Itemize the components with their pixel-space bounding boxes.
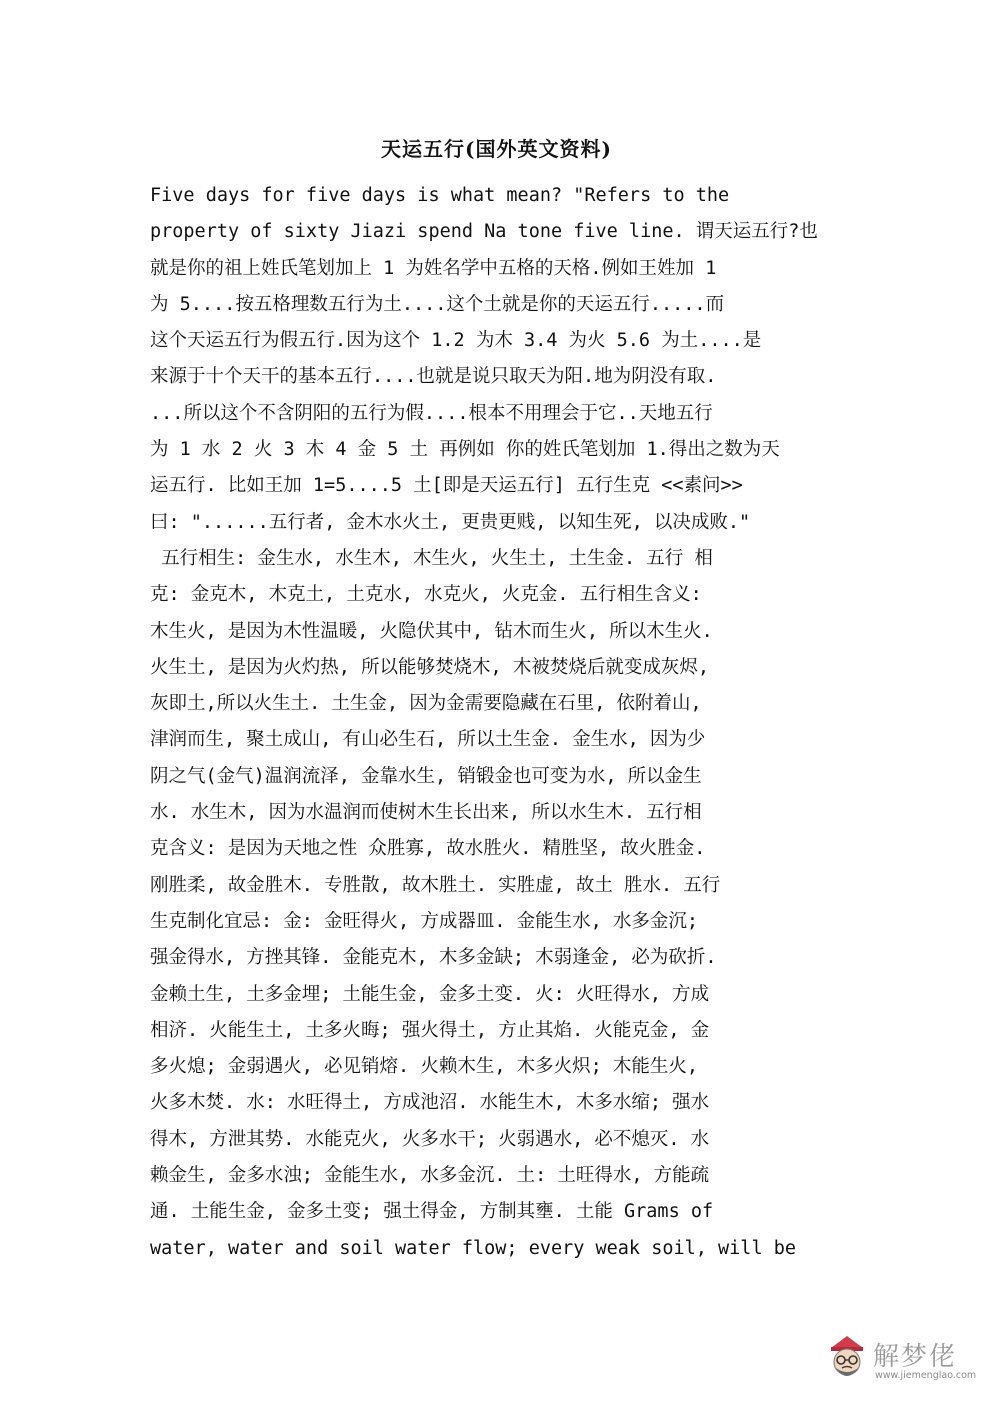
text-line: 津润而生, 聚土成山, 有山必生石, 所以土生金. 金生水, 因为少 bbox=[150, 729, 706, 751]
watermark-brand: 解梦佬 bbox=[873, 1342, 958, 1372]
text-line: 得木, 方泄其势. 水能克火, 火多水干; 火弱遇水, 必不熄灭. 水 bbox=[150, 1128, 710, 1150]
text-line: ...所以这个不含阴阳的五行为假....根本不用理会于它..天地五行 bbox=[150, 402, 713, 424]
text-line: 曰: "......五行者, 金木水火土, 更贵更贱, 以知生死, 以决成败." bbox=[150, 511, 751, 533]
text-line: 为 5....按五格理数五行为土....这个土就是你的天运五行.....而 bbox=[150, 293, 725, 315]
watermark bbox=[821, 1328, 977, 1392]
text-line: Five days for five days is what mean? "Refers to the bbox=[150, 185, 730, 206]
text-line: 火生土, 是因为火灼热, 所以能够焚烧木, 木被焚烧后就变成灰烬, bbox=[150, 656, 709, 678]
text-line: 生克制化宜忌: 金: 金旺得火, 方成器皿. 金能生水, 水多金沉; bbox=[150, 910, 699, 932]
text-line: 运五行. 比如王加 1=5....5 土[即是天运五行] 五行生克 <<素问>> bbox=[150, 475, 743, 497]
text-line: property of sixty Jiazi spend Na tone five line. 谓天运五行?也 bbox=[150, 221, 818, 243]
text-line: 五行相生: 金生水, 水生木, 木生火, 火生土, 土生金. 五行 相 bbox=[150, 547, 713, 569]
watermark-mascot-icon bbox=[821, 1330, 873, 1390]
text-line: 阴之气(金气)温润流泽, 金靠水生, 销锻金也可变为水, 所以金生 bbox=[150, 765, 702, 787]
document-body bbox=[150, 178, 880, 1267]
text-line: 通. 土能生金, 金多土变; 强土得金, 方制其壅. 土能 Grams of bbox=[150, 1201, 714, 1223]
document-title: 天运五行(国外英文资料) bbox=[381, 137, 612, 161]
text-line: 灰即土,所以火生土. 土生金, 因为金需要隐藏在石里, 依附着山, bbox=[150, 693, 702, 715]
text-line: water, water and soil water flow; every weak soil, will be bbox=[150, 1237, 797, 1259]
text-line: 刚胜柔, 故金胜木. 专胜散, 故木胜土. 实胜虚, 故土 胜水. 五行 bbox=[150, 874, 721, 896]
watermark-url: www.jiemenglao.com bbox=[875, 1370, 977, 1381]
text-line: 这个天运五行为假五行.因为这个 1.2 为木 3.4 为火 5.6 为土....是 bbox=[150, 330, 762, 352]
text-line: 相济. 火能生土, 土多火晦; 强火得土, 方止其焰. 火能克金, 金 bbox=[150, 1019, 710, 1041]
text-line: 为 1 水 2 火 3 木 4 金 5 土 再例如 你的姓氏笔划加 1.得出之数为天 bbox=[150, 439, 780, 461]
text-line: 来源于十个天干的基本五行....也就是说只取天为阳.地为阴没有取. bbox=[150, 366, 717, 388]
text-line: 就是你的祖上姓氏笔划加上 1 为姓名学中五格的天格.例如王姓加 1 bbox=[150, 257, 717, 279]
text-line: 金赖土生, 土多金埋; 土能生金, 金多土变. 火: 火旺得水, 方成 bbox=[150, 983, 710, 1005]
text-line: 火多木焚. 水: 水旺得土, 方成池沼. 水能生木, 木多水缩; 强水 bbox=[150, 1092, 710, 1114]
text-line: 克含义: 是因为天地之性 众胜寡, 故水胜火. 精胜坚, 故火胜金. bbox=[150, 838, 706, 860]
text-line: 水. 水生木, 因为水温润而使树木生长出来, 所以水生木. 五行相 bbox=[150, 802, 702, 824]
text-line: 强金得水, 方挫其锋. 金能克木, 木多金缺; 木弱逢金, 必为砍折. bbox=[150, 947, 717, 969]
text-line: 赖金生, 金多水浊; 金能生水, 水多金沉. 土: 土旺得水, 方能疏 bbox=[150, 1165, 710, 1187]
text-line: 多火熄; 金弱遇火, 必见销熔. 火赖木生, 木多火炽; 木能生火, bbox=[150, 1056, 699, 1078]
text-line: 木生火, 是因为木性温暖, 火隐伏其中, 钻木而生火, 所以木生火. bbox=[150, 620, 713, 642]
text-line: 克: 金克木, 木克土, 土克水, 水克火, 火克金. 五行相生含义: bbox=[150, 584, 702, 606]
